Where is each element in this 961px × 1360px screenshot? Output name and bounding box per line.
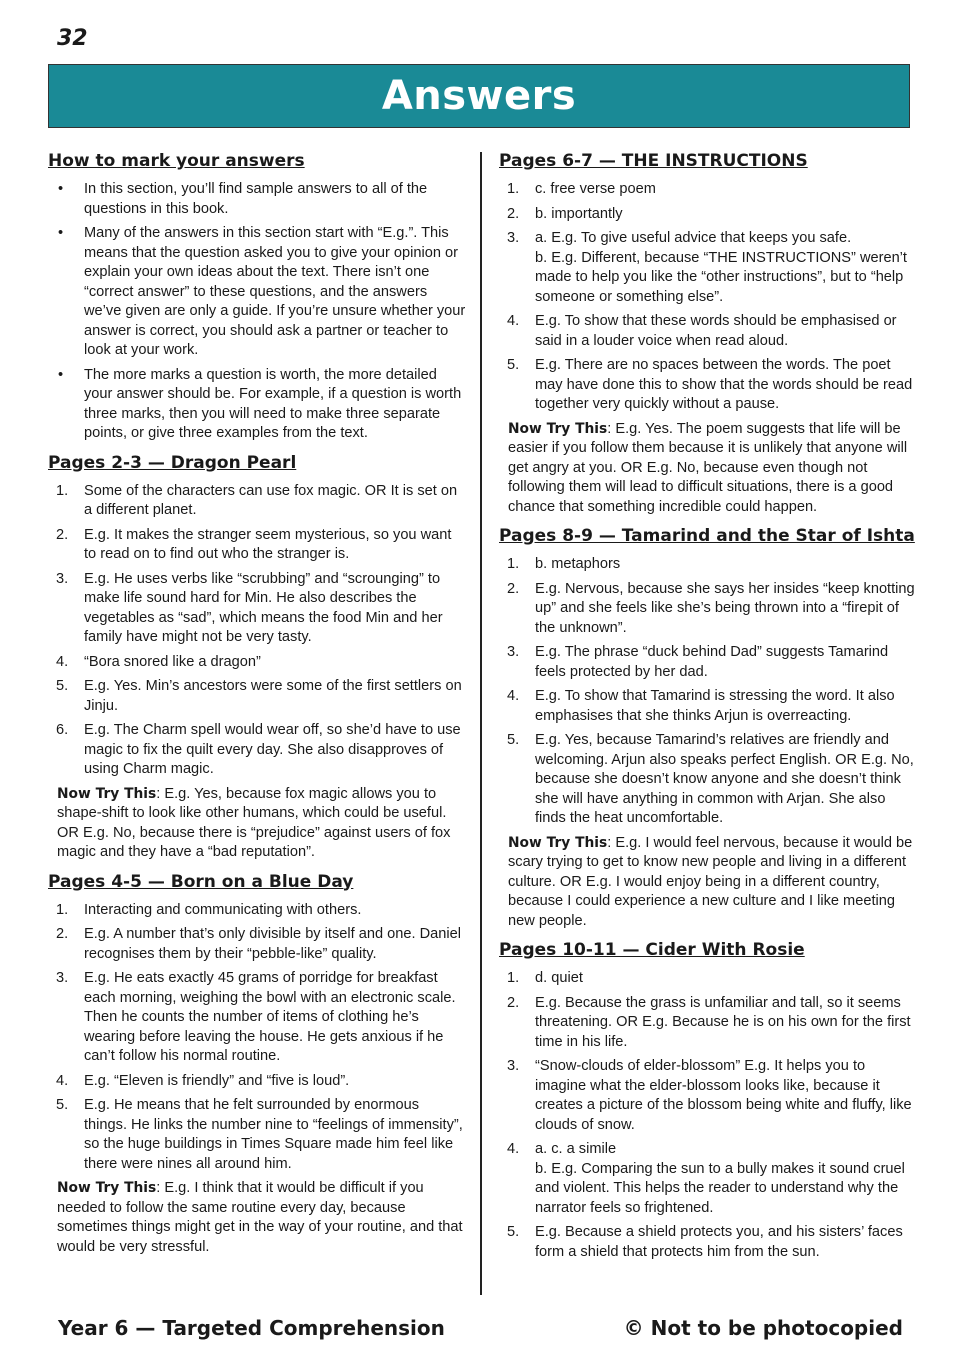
answer-item — [48, 482, 466, 521]
answer-item — [499, 180, 917, 200]
section-heading: Pages 2-3 — Dragon Pearl — [48, 452, 297, 473]
answer-text: “Bora snored like a dragon” — [84, 653, 261, 670]
answer-number: 5. — [56, 1097, 69, 1113]
answer-text: E.g. Yes, because Tamarind’s relatives are friendly and welcoming. Arjun also speaks perfect English. OR E.g. No, because she doesn’t know anyone and she doesn’t think she will have anything in common with Arjan. She also finds the heat uncomfortable. — [535, 732, 914, 826]
answer-item — [48, 526, 466, 565]
now-try-this-text: : E.g. I think that it would be difficult if you needed to follow the same routine every day, because sometimes things might get in the way of your routine, and that would be very stressful. — [57, 1180, 463, 1255]
answer-text: E.g. The Charm spell would wear off, so she’d have to use magic to fix the quilt every day. She also disapproves of using Charm magic. — [84, 722, 461, 777]
section-born-on-a-blue-day — [48, 872, 466, 1258]
answer-item — [48, 677, 466, 716]
answer-text: E.g. Nervous, because she says her insides “keep knotting up” and she feels like she’s being thrown into a “firepit of the unknown”. — [535, 580, 915, 636]
answer-item — [499, 643, 917, 682]
answer-text: E.g. There are no spaces between the words. The poet may have done this to show that the words should be read together very quickly without a pause. — [535, 357, 913, 412]
answer-item — [499, 555, 917, 575]
answer-number: 3. — [507, 1058, 520, 1074]
answer-number: 4. — [507, 1141, 520, 1157]
answer-number: 1. — [507, 970, 520, 986]
answer-item — [48, 969, 466, 1067]
now-try-this-label: Now Try This — [508, 834, 608, 851]
answer-item — [499, 205, 917, 225]
answer-text: b. metaphors — [535, 556, 621, 572]
answer-text: d. quiet — [535, 970, 583, 986]
answer-item — [499, 969, 917, 989]
answer-item — [48, 901, 466, 921]
bullet-item: • The more marks a question is worth, the more detailed your answer should be. For example, if a question is worth three marks, then you will need to make three separate points, or give three examples from the text. — [48, 366, 466, 444]
now-try-this-text: : E.g. Yes, because fox magic allows you to shape-shift to look like other humans, which could be useful. OR E.g. No, because there is “prejudice” against users of fox magic and they have a “bad reputation”. — [57, 785, 451, 860]
answer-number: 1. — [507, 556, 520, 572]
now-try-this — [508, 420, 917, 518]
answer-text: E.g. To show that these words should be emphasised or said in a louder voice when read aloud. — [535, 313, 897, 349]
section-heading: How to mark your answers — [48, 151, 305, 171]
answer-number: 2. — [507, 580, 520, 597]
now-try-this-text: : E.g. I would feel nervous, because it would be scary trying to get to know new people and living in a different culture. OR E.g. I would enjoy being in a different country, because I could experience a new culture and I like meeting new people. — [508, 834, 913, 929]
section-heading: Pages 8-9 — Tamarind and the Star of Ishta — [499, 526, 915, 546]
answer-text: b. importantly — [535, 205, 623, 222]
answer-text: E.g. It makes the stranger seem mysterious, so you want to read on to find out who the stranger is. — [84, 526, 452, 562]
answer-number: 2. — [507, 994, 520, 1011]
now-try-this — [508, 834, 917, 932]
column-divider — [480, 152, 482, 1295]
answer-item — [499, 731, 917, 829]
answer-item — [48, 721, 466, 780]
answer-number: 5. — [56, 678, 69, 694]
answer-text: a. E.g. To give useful advice that keeps you safe. — [535, 230, 852, 246]
answer-number: 3. — [56, 970, 69, 986]
section-heading: Pages 10-11 — Cider With Rosie — [499, 940, 805, 960]
page-number: 32 — [57, 26, 88, 51]
answer-text: Interacting and communicating with others. — [84, 901, 362, 918]
answer-item — [48, 925, 466, 964]
now-try-this-label: Now Try This — [57, 785, 157, 802]
right-column — [499, 151, 917, 1271]
now-try-this — [57, 785, 466, 863]
now-try-this-label: Now Try This — [57, 1180, 157, 1196]
answer-item — [48, 1096, 466, 1174]
answer-text: E.g. To show that Tamarind is stressing the word. It also emphasises that she thinks Arjun is overreacting. — [535, 688, 895, 724]
answer-text: E.g. A number that’s only divisible by itself and one. Daniel recognises them by their “pebble-like” quality. — [84, 926, 461, 962]
answer-text: E.g. He eats exactly 45 grams of porridge for breakfast each morning, weighing the bowl with an electronic scale. Then he counts the number of items of clothing he’s wearing before leaving the house. He gets anxious if he can’t follow his normal routine. — [84, 970, 456, 1064]
answer-number: 5. — [507, 732, 520, 748]
bullet-list — [48, 180, 466, 444]
section-how-to-mark — [48, 151, 466, 444]
answer-item — [499, 580, 917, 639]
answer-item — [48, 1072, 466, 1092]
bullet-item: • In this section, you’ll find sample answers to all of the questions in this book. — [48, 180, 466, 219]
answer-text: E.g. Because the grass is unfamiliar and tall, so it seems threatening. OR E.g. Because he is on his own for the first time in his life. — [535, 994, 911, 1050]
answer-text: E.g. He means that he felt surrounded by enormous things. He links the number nine to “feelings of immensity”, so the huge buildings in Times Square made him feel like there were nines all around him. — [84, 1097, 463, 1172]
answer-number: 5. — [507, 1224, 520, 1240]
now-try-this-label: Now Try This — [508, 420, 608, 437]
section-heading: Pages 6-7 — THE INSTRUCTIONS — [499, 151, 808, 171]
answer-number: 4. — [56, 1072, 69, 1089]
answer-number: 3. — [507, 644, 520, 660]
answer-number: 4. — [507, 313, 520, 329]
bullet-item: • Many of the answers in this section start with “E.g.”. This means that the question asked you to give your opinion or explain your own ideas about the text. There isn’t one “correct answer” to these questions, and the answers we’ve given are only a guide. If you’re unsure whether your answer is correct, you should ask a partner or teacher to look at your work. — [48, 224, 466, 361]
answer-item — [499, 229, 917, 307]
now-try-this — [57, 1179, 466, 1257]
answer-text: a. c. a simile — [535, 1141, 617, 1157]
answer-text: “Snow-clouds of elder-blossom” E.g. It helps you to imagine what the elder-blossom looks like, because it creates a picture of the blossom being white and fluffy, like clouds of snow. — [535, 1058, 912, 1133]
now-try-this-text: : E.g. Yes. The poem suggests that life will be easier if you follow them because it is unlikely that anyone will get angry at you. OR E.g. No, because even though not following them will lead to difficult situations, there is a good chance that something incredible could happen. — [508, 420, 908, 515]
answer-subpart-text: b. E.g. Comparing the sun to a bully makes it sound cruel and violent. This helps the reader to understand why the narrator feels so frightened. — [535, 1160, 905, 1216]
answer-number: 3. — [507, 230, 520, 246]
answer-number: 2. — [507, 205, 520, 222]
section-heading: Pages 4-5 — Born on a Blue Day — [48, 871, 354, 892]
answer-text: E.g. He uses verbs like “scrubbing” and “scrounging” to make life sound hard for Min. He also describes the vegetables as “sad”, which means the food Min and her family have might not be very tasty. — [84, 570, 443, 645]
answer-number: 5. — [507, 357, 520, 373]
answer-item — [499, 356, 917, 415]
answer-number: 2. — [56, 526, 69, 543]
answer-text: E.g. Because a shield protects you, and his sisters’ faces form a shield that protects him from the sun. — [535, 1224, 903, 1260]
section-the-instructions — [499, 151, 917, 517]
answer-text: c. free verse poem — [535, 181, 656, 197]
left-column — [48, 151, 466, 1266]
answer-item — [499, 994, 917, 1053]
answer-text: E.g. The phrase “duck behind Dad” suggests Tamarind feels protected by her dad. — [535, 644, 889, 680]
answer-text: E.g. “Eleven is friendly” and “five is loud”. — [84, 1072, 350, 1089]
answer-number: 1. — [56, 482, 69, 499]
answer-number: 6. — [56, 722, 69, 738]
answer-number: 4. — [56, 653, 69, 670]
footer-copyright: © Not to be photocopied — [623, 1316, 903, 1340]
answer-number: 1. — [507, 181, 520, 197]
section-tamarind — [499, 526, 917, 931]
answer-item — [48, 653, 466, 673]
section-cider-with-rosie — [499, 940, 917, 1262]
title-banner — [48, 64, 910, 128]
answer-text: E.g. Yes. Min’s ancestors were some of the first settlers on Jinju. — [84, 678, 462, 714]
answer-number: 3. — [56, 570, 69, 587]
answer-subpart-text: b. E.g. Different, because “THE INSTRUCTIONS” weren’t made to help you like the “other instructions”, but to “help someone or something else”. — [535, 249, 907, 305]
footer-book-title: Year 6 — Targeted Comprehension — [58, 1316, 445, 1340]
page-title: Answers — [381, 73, 577, 119]
answer-item — [499, 312, 917, 351]
answer-text: Some of the characters can use fox magic. OR It is set on a different planet. — [84, 482, 458, 518]
answer-number: 1. — [56, 901, 69, 918]
answer-number: 4. — [507, 688, 520, 704]
section-dragon-pearl — [48, 453, 466, 863]
answer-item — [499, 1057, 917, 1135]
answer-item — [499, 1223, 917, 1262]
answer-item — [499, 687, 917, 726]
answer-item — [499, 1140, 917, 1218]
answer-number: 2. — [56, 926, 69, 942]
answer-item — [48, 570, 466, 648]
